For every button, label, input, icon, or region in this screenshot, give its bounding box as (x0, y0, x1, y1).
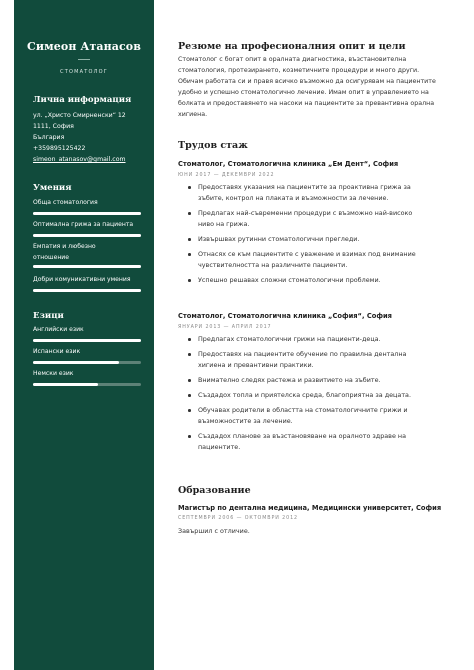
job-dates: ЯНУАРИ 2013 — АПРИЛ 2017 (178, 325, 272, 330)
language-bar-fill (33, 361, 119, 364)
language-label: Испански език (33, 348, 81, 355)
address-line-2: 1111, София (33, 123, 74, 130)
language-bar-fill (33, 339, 141, 342)
email-link[interactable]: simeon_atanasov@gmail.com (33, 156, 126, 163)
candidate-name: Симеон Атанасов (27, 40, 141, 53)
phone: +359895125422 (33, 145, 86, 152)
skill-label: Емпатия и любезно (33, 243, 96, 250)
skill-item (33, 242, 141, 263)
language-label: Немски език (33, 370, 74, 377)
job-title: Стоматолог, Стоматологична клиника „София“, София (178, 312, 392, 320)
skill-label: Обща стоматология (33, 199, 98, 206)
language-bar (33, 383, 141, 386)
job-bullet: Успешно решавах сложни стоматологични проблеми. (188, 275, 418, 286)
job-bullet: Обучавах родители в областта на стоматологичните грижи и възможностите за лечение. (188, 405, 418, 427)
education-heading: Образование (178, 485, 251, 496)
country: България (33, 134, 65, 141)
language-bar-fill (33, 383, 98, 386)
skill-bar (33, 212, 141, 215)
skills-heading: Умения (33, 183, 72, 193)
skill-item (33, 275, 141, 286)
skill-label: Добри комуникативни умения (33, 276, 131, 283)
skill-item (33, 198, 141, 209)
language-label: Английски език (33, 326, 84, 333)
skill-bar (33, 234, 141, 237)
skill-bar-fill (33, 212, 141, 215)
language-bar (33, 339, 141, 342)
language-item (33, 325, 141, 336)
skill-label-line2: отношение (33, 253, 70, 261)
job-bullet: Създадох планове за възстановяване на оралното здраве на пациентите. (188, 431, 418, 453)
skill-bar (33, 265, 141, 268)
skill-item (33, 220, 141, 231)
job-bullet: Предлагах стоматологични грижи на пациенти-деца. (188, 334, 418, 345)
skill-bar-fill (33, 265, 141, 268)
job-bullet: Предлагах най-съвременни процедури с възможно най-високо ниво на грижа. (188, 208, 418, 230)
skill-bar-fill (33, 234, 141, 237)
job-bullet: Отнасях се към пациентите с уважение и взимах под внимание чувствителността на различните пациенти. (188, 249, 418, 271)
skill-bar-fill (33, 289, 141, 292)
job-bullets (188, 182, 418, 286)
sidebar (14, 0, 154, 670)
job-bullet: Предоставях на пациентите обучение по правилна дентална хигиена и превантивни практики. (188, 349, 418, 371)
job-bullet: Създадох топла и приятелска среда, благоприятна за децата. (188, 390, 418, 401)
education-dates: СЕПТЕМВРИ 2006 — ОКТОМВРИ 2012 (178, 516, 298, 521)
job-bullet: Предоставях указания на пациентите за проактивна грижа за зъбите, контрол на плаката и възможности за лечение. (188, 182, 418, 204)
job-bullet: Извършвах рутинни стоматологични прегледи. (188, 234, 418, 245)
language-item (33, 347, 141, 358)
job-bullet: Внимателно следях растежа и развитието на зъбите. (188, 375, 418, 386)
summary-heading: Резюме на професионалния опит и цели (178, 41, 406, 52)
skill-label: Оптимална грижа за пациента (33, 221, 134, 228)
job-dates: ЮНИ 2017 — ДЕКЕМВРИ 2022 (178, 173, 275, 178)
education-degree: Магистър по дентална медицина, Медицински университет, София (178, 504, 442, 512)
education-note: Завършил с отличие. (178, 527, 250, 535)
name-divider (78, 59, 90, 60)
language-bar (33, 361, 141, 364)
language-item (33, 369, 141, 380)
summary-text: Стоматолог с богат опит в оралната диагностика, възстановителна стоматология, протезирането, козметичните процедури и много други. Обичам работата си и правя всичко възможно да осигурявам на пациентите удобно и успешно стоматологично лечение. Имам опит в управлението на болката и предоставянето на насоки на пациентите за превантивна орална хигиена. (178, 56, 436, 118)
personal-info-heading: Лична информация (33, 95, 132, 105)
skill-bar (33, 289, 141, 292)
candidate-role: СТОМАТОЛОГ (60, 69, 108, 75)
experience-heading: Трудов стаж (178, 140, 248, 151)
job-title: Стоматолог, Стоматологична клиника „Ем Дент“, София (178, 160, 399, 168)
job-bullets (188, 334, 418, 453)
languages-heading: Езици (33, 311, 64, 321)
address-line-1: ул. „Христо Смирненски“ 12 (33, 112, 126, 119)
